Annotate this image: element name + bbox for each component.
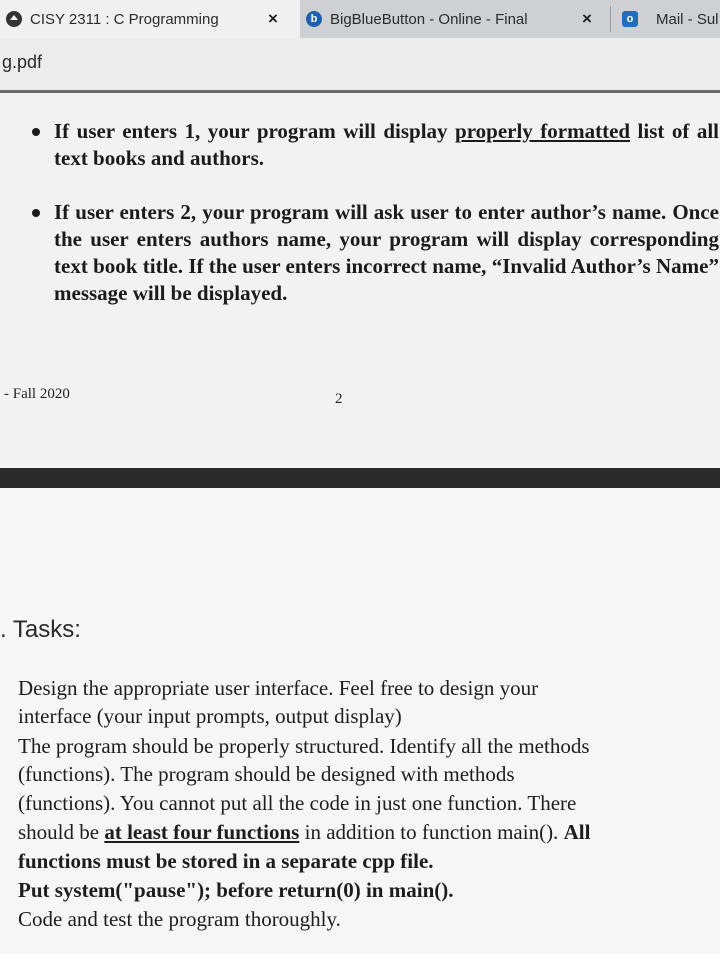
page-gap: [0, 468, 720, 488]
task-line: Design the appropriate user interface. Feel free to design your: [18, 676, 539, 700]
task-line: (functions). The program should be designed with methods: [18, 762, 515, 786]
pdf-page-2: [0, 90, 720, 468]
page-rule: [0, 90, 720, 93]
close-tab-icon[interactable]: ×: [268, 9, 278, 28]
tasks-heading: . Tasks:: [0, 616, 81, 643]
task-line: functions must be stored in a separate cpp file.: [18, 849, 434, 873]
bullet-text: If user enters 1, your program will display properly formatted list of all text books and authors.: [54, 119, 719, 170]
task-line: (functions). You cannot put all the code in just one function. There: [18, 791, 577, 815]
task-line: Code and test the program thoroughly.: [18, 907, 341, 931]
list-item: [22, 118, 720, 178]
pdf-title-bar: [0, 38, 720, 91]
circle-logo-icon: [6, 11, 22, 27]
tab-label: BigBlueButton - Online - Final: [330, 10, 528, 28]
task-line: The program should be properly structured. Identify all the methods: [18, 734, 590, 758]
tab-mail[interactable]: [622, 0, 720, 38]
page-number: 2: [335, 391, 343, 407]
bigbluebutton-logo-icon: b: [306, 11, 322, 27]
task-line: should be at least four functions in addition to function main(). All: [18, 820, 591, 844]
task-line: Put system("pause"); before return(0) in main().: [18, 878, 454, 902]
tab-bigbluebutton[interactable]: [306, 0, 606, 38]
close-tab-icon[interactable]: ×: [582, 9, 592, 28]
task-line: interface (your input prompts, output display): [18, 704, 402, 728]
file-name: g.pdf: [2, 52, 43, 72]
outlook-logo-icon: o: [622, 11, 638, 27]
tab-separator: [610, 6, 611, 32]
bullet-dot: [32, 128, 40, 136]
tab-label: Mail - Sul: [656, 10, 719, 28]
list-item: [22, 199, 720, 314]
browser-tab-strip: [0, 0, 720, 38]
bullet-text: If user enters 2, your program will ask user to enter author’s name. Once the user enters authors name, your program will display corresponding text book title. If the user enters incorrect name, “Invalid Author’s Name” message will be displayed.: [54, 200, 719, 305]
tab-cisy-2311[interactable]: [0, 0, 300, 38]
page-footer-term: - Fall 2020: [4, 386, 70, 402]
pdf-page-3: [0, 488, 720, 954]
tab-label: CISY 2311 : C Programming: [30, 10, 219, 28]
bullet-dot: [32, 209, 40, 217]
